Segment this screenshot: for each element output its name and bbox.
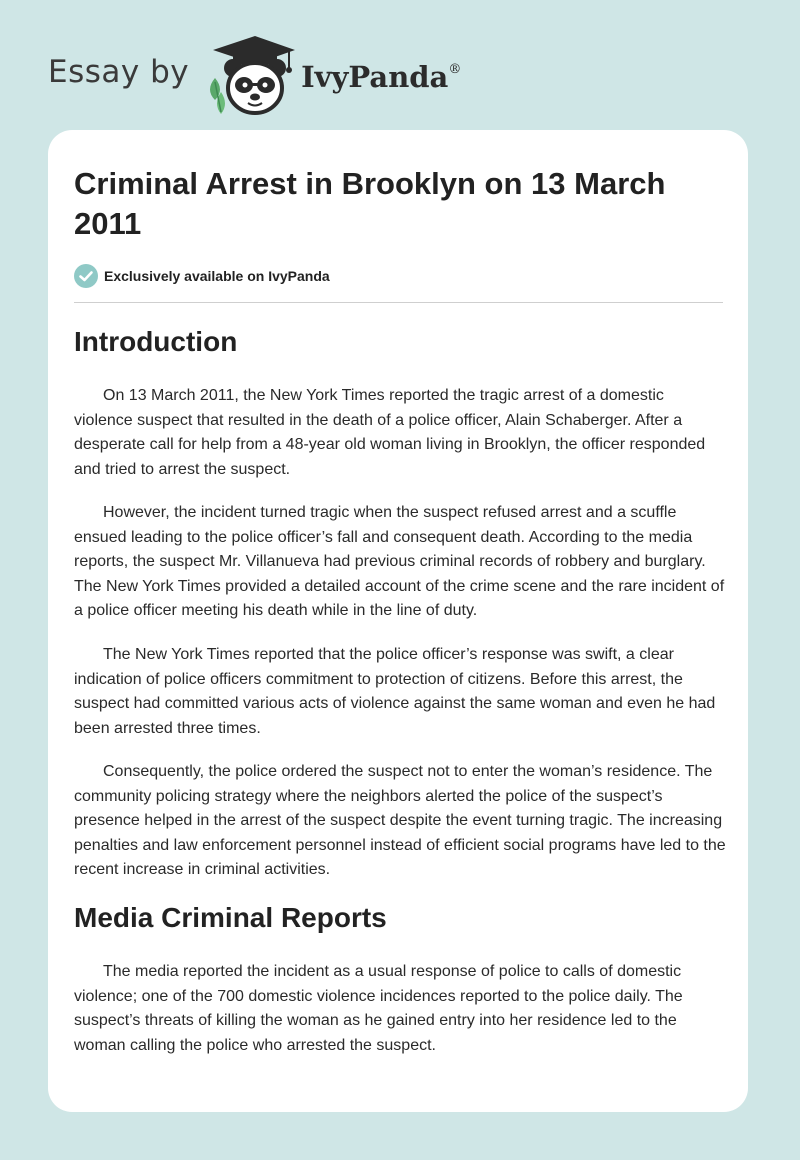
paragraph: Consequently, the police ordered the suspect not to enter the woman’s residence. The community policing strategy where the neighbors alerted the police of the suspect’s presence helped in the arrest of the suspect despite the event turning tragic. The increasing penalties and law enforcement personnel instead of efficient social programs have led to the recent increase in criminal activities. — [74, 763, 726, 878]
essay-by-label: Essay by — [48, 54, 190, 90]
brand-text: IvyPanda — [301, 60, 449, 94]
check-circle-icon — [74, 264, 98, 288]
site-header — [48, 30, 461, 120]
section-heading-media-criminal-reports: Media Criminal Reports — [74, 902, 387, 933]
title-divider — [74, 302, 723, 303]
exclusive-label: Exclusively available on IvyPanda — [104, 268, 330, 284]
section-heading-introduction: Introduction — [74, 326, 238, 357]
paragraph: On 13 March 2011, the New York Times reported the tragic arrest of a domestic violence suspect that resulted in the death of a police officer, Alain Schaberger. After a desperate call for help from a 48-year old woman living in Brooklyn, the officer responded and tried to arrest the suspect. — [74, 387, 706, 478]
article-card — [48, 130, 748, 1112]
paragraph: The media reported the incident as a usual response of police to calls of domestic violence; one of the 700 domestic violence incidences reported to the police daily. The suspect’s threats of killing the woman as he gained entry into her residence led to the woman calling the police who arrested the suspect. — [74, 963, 683, 1054]
exclusive-badge — [74, 264, 330, 288]
paragraph: However, the incident turned tragic when the suspect refused arrest and a scuffle ensued leading to the police officer’s fall and consequent death. According to the media reports, the suspect Mr. Villanueva had previous criminal records of robbery and burglary. The New York Times provided a detailed account of the crime scene and the rare incident of a police officer meeting his death while in the line of duty. — [74, 504, 725, 619]
article-title: Criminal Arrest in Brooklyn on 13 March 2011 — [74, 166, 666, 241]
brand-name[interactable] — [301, 60, 461, 94]
paragraph: The New York Times reported that the police officer’s response was swift, a clear indication of police officers commitment to protection of citizens. Before this arrest, the suspect had committed various acts of violence against the same woman and even he had been arrested three times. — [74, 646, 716, 737]
registered-mark: ® — [448, 62, 462, 77]
panda-graduate-icon[interactable] — [203, 34, 295, 116]
